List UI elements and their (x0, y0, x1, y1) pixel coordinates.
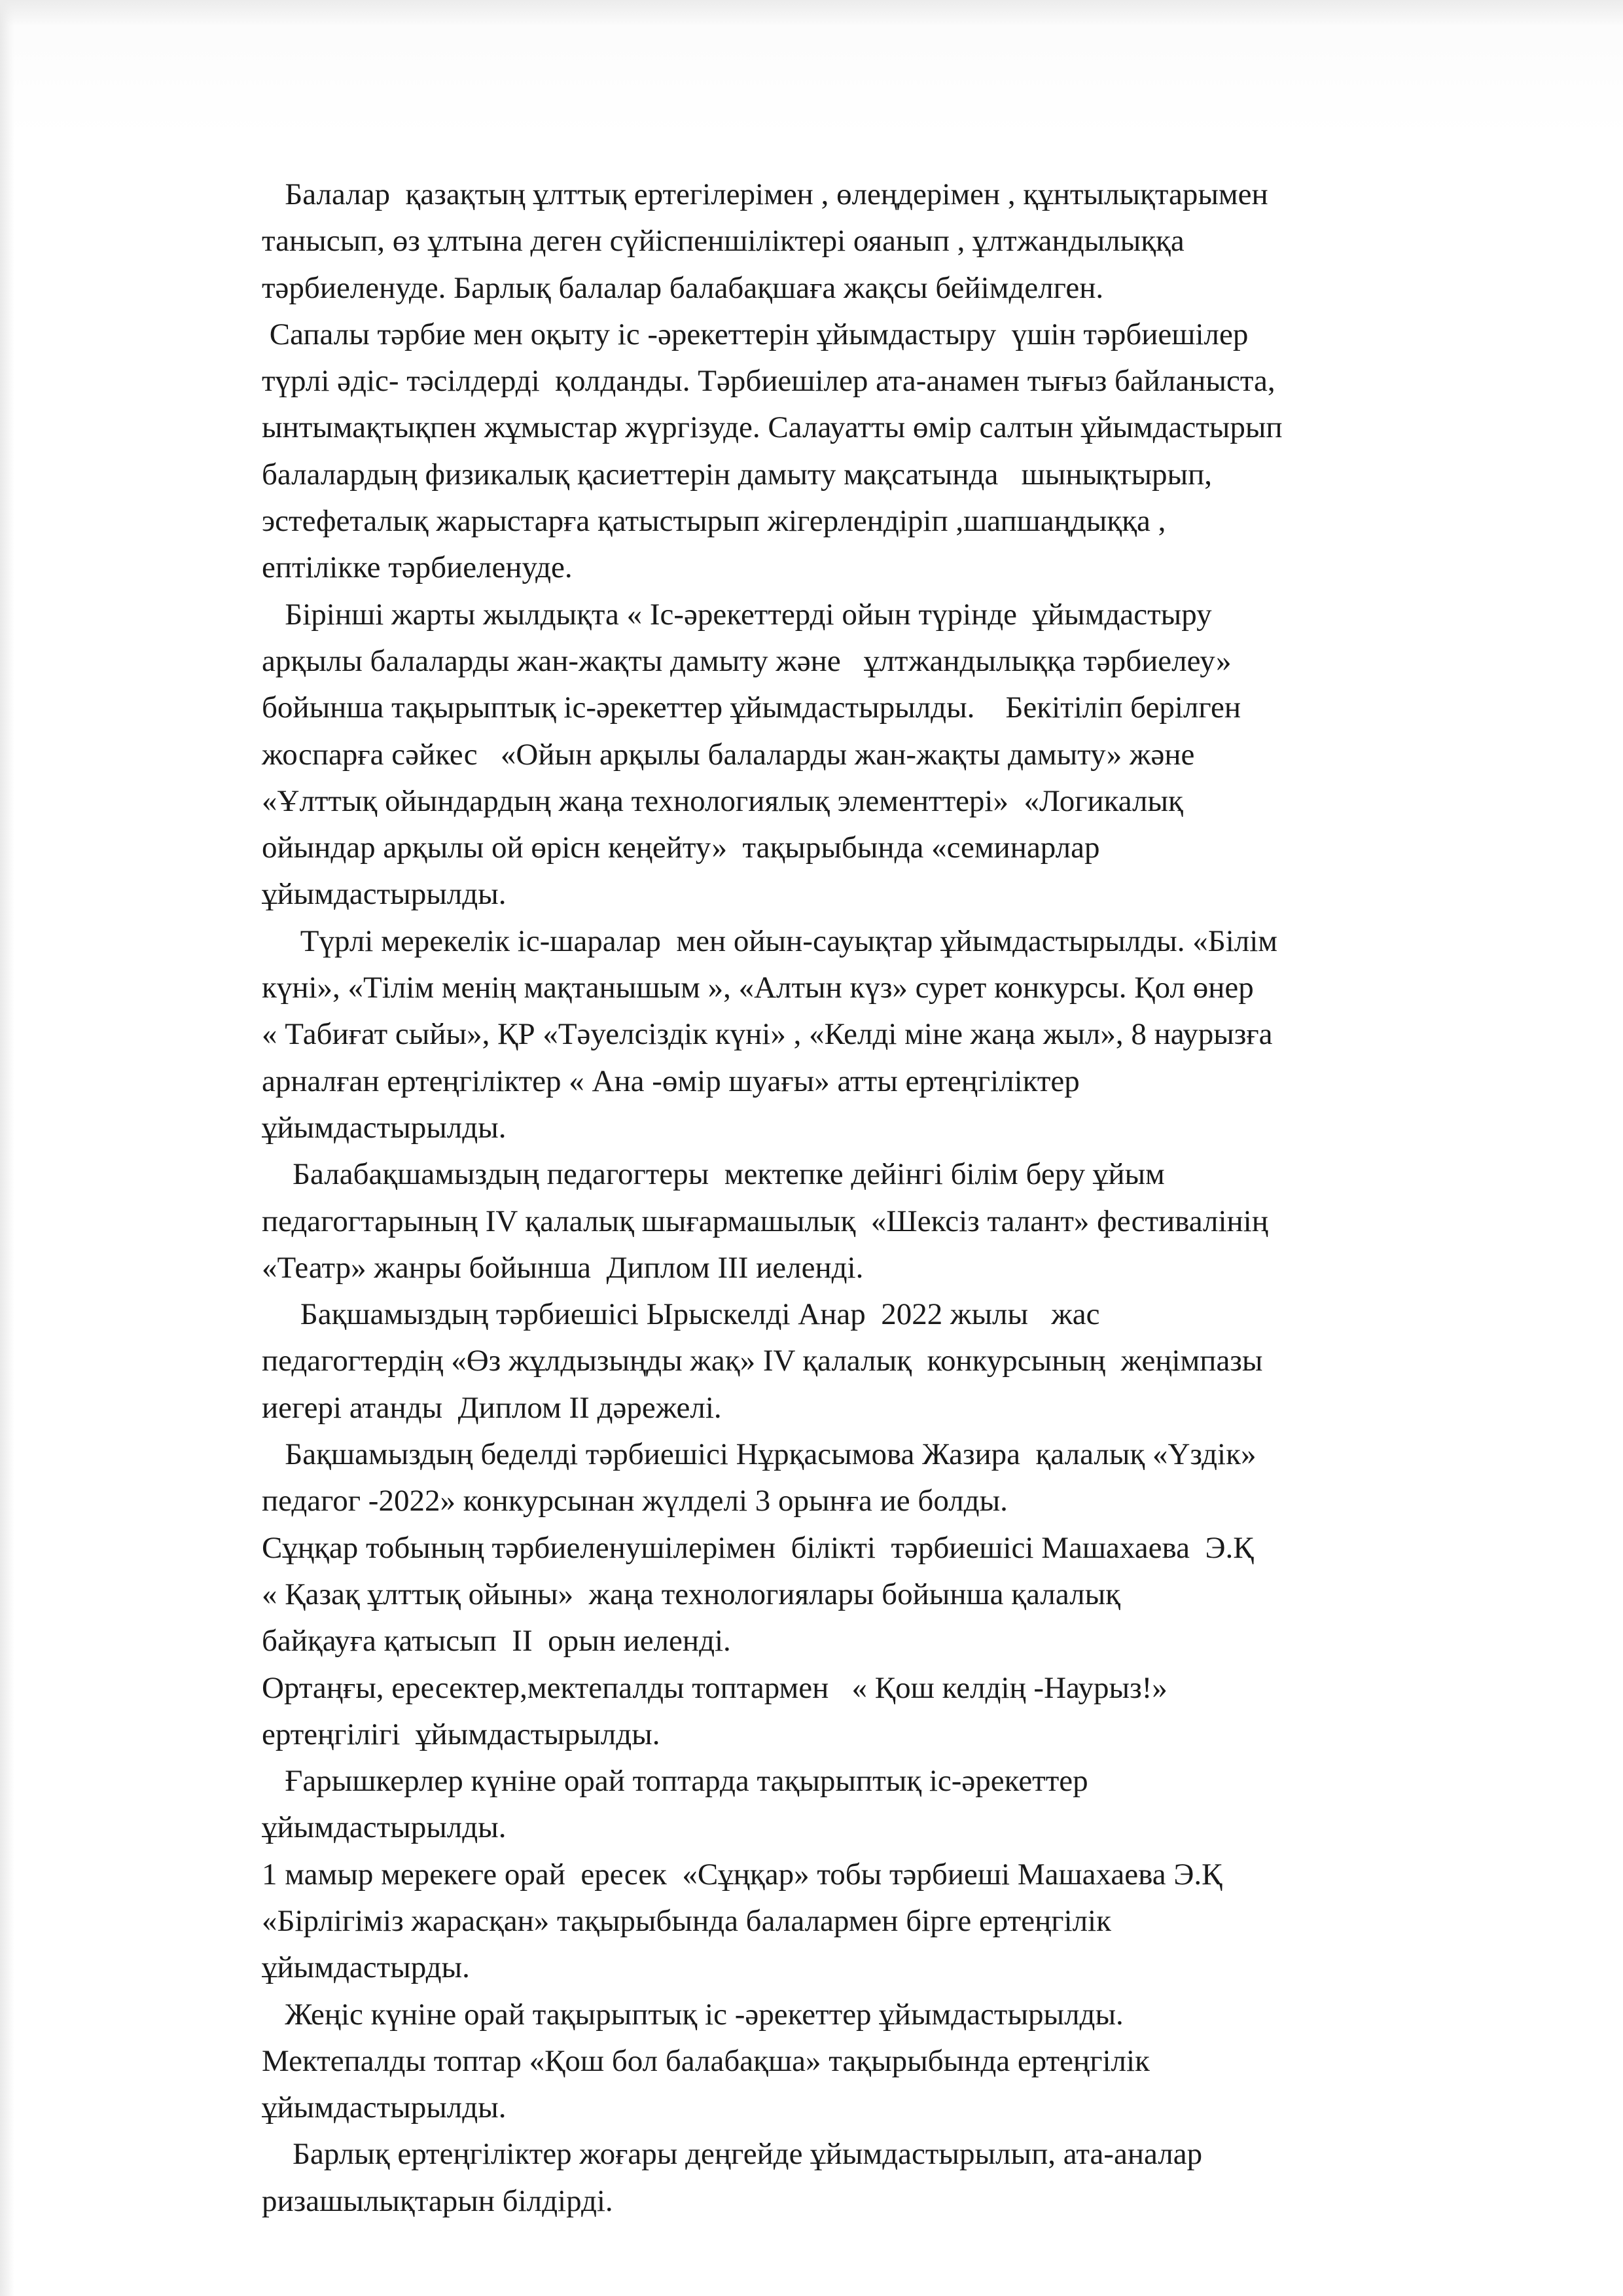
text-line: Бірінші жарты жылдықта « Іс-әрекеттерді ойын түрінде ұйымдастыру (262, 597, 1212, 632)
document-body (262, 171, 1531, 2225)
text-line: Түрлі мерекелік іс-шаралар мен ойын-сауықтар ұйымдастырылды. «Білім (262, 924, 1278, 958)
text-line: Сұңқар тобының тәрбиеленушілерімен білікті тәрбиешісі Машахаева Э.Қ (262, 1530, 1254, 1565)
text-line: педагогтердің «Өз жұлдызыңды жақ» IV қалалық конкурсының жеңімпазы (262, 1344, 1263, 1378)
text-line: байқауға қатысып ІІ орын иеленді. (262, 1624, 731, 1659)
text-line: « Қазақ ұлттық ойыны» жаңа технологиялары бойынша қалалық (262, 1577, 1120, 1611)
text-line: педагогтарының IV қалалық шығармашылық «Шексіз талант» фестивалінің (262, 1204, 1268, 1238)
text-line: Бақшамыздың беделді тәрбиешісі Нұрқасымова Жазира қалалық «Үздік» (262, 1437, 1257, 1472)
text-line: «Ұлттық ойындардың жаңа технологиялық элементтері» «Логикалық (262, 783, 1183, 818)
text-line: Балабақшамыздың педагогтеры мектепке дейінгі білім беру ұйым (262, 1157, 1165, 1192)
text-line: ынтымақтықпен жұмыстар жүргізуде. Салауатты өмір салтын ұйымдастырып (262, 410, 1283, 445)
text-line: арналған ертеңгіліктер « Ана -өмір шуағы» атты ертеңгіліктер (262, 1064, 1080, 1098)
text-line: күні», «Тілім менің мақтанышым », «Алтын күз» сурет конкурсы. Қол өнер (262, 971, 1254, 1005)
text-line: түрлі әдіс- тәсілдерді қолданды. Тәрбиешілер ата-анамен тығыз байланыста, (262, 364, 1275, 399)
text-line: Ортаңғы, ересектер,мектепалды топтармен « Қош келдің -Наурыз!» (262, 1670, 1168, 1705)
scan-shadow-left (0, 0, 14, 2296)
text-line: педагог -2022» конкурсынан жүлделі 3 орынға ие болды. (262, 1484, 1008, 1518)
text-line: эстефеталық жарыстарға қатыстырып жігерлендіріп ,шапшаңдыққа , (262, 504, 1166, 539)
text-line: «Бірлігіміз жарасқан» тақырыбында балалармен бірге ертеңгілік (262, 1903, 1111, 1938)
text-line: ұйымдастырылды. (262, 1110, 507, 1145)
text-line: Балалар қазақтың ұлттық ертегілерімен , өлеңдерімен , құнтылықтарымен (262, 177, 1268, 211)
text-line: ұйымдастырылды. (262, 2090, 507, 2125)
text-line: Бақшамыздың тәрбиешісі Ырыскелді Анар 2022 жылы жас (262, 1297, 1100, 1332)
text-line: ұйымдастырды. (262, 1950, 470, 1985)
text-line: тәрбиеленуде. Барлық балалар балабақшаға жақсы бейімделген. (262, 270, 1104, 305)
text-line: « Табиғат сыйы», ҚР «Тәуелсіздік күні» , «Келді міне жаңа жыл», 8 наурызға (262, 1017, 1273, 1052)
text-line: «Театр» жанры бойынша Диплом ІІІ иеленді. (262, 1250, 864, 1285)
text-line: Ғарышкерлер күніне орай топтарда тақырыптық іс-әрекеттер (262, 1764, 1088, 1799)
text-line: жоспарға сәйкес «Ойын арқылы балаларды жан-жақты дамыту» және (262, 737, 1195, 772)
text-line: Жеңіс күніне орай тақырыптық іс -әрекеттер ұйымдастырылды. (262, 1997, 1124, 2032)
text-line: бойынша тақырыптық іс-әрекеттер ұйымдастырылды. Бекітіліп берілген (262, 691, 1241, 725)
text-line: танысып, өз ұлтына деген сүйіспеншіліктері ояанып , ұлтжандылыққа (262, 224, 1185, 259)
text-line: ертеңгілігі ұйымдастырылды. (262, 1717, 660, 1751)
text-line: арқылы балаларды жан-жақты дамыту және ұлтжандылыққа тәрбиелеу» (262, 643, 1232, 678)
text-line: Барлық ертеңгіліктер жоғары деңгейде ұйымдастырылып, ата-аналар (262, 2137, 1203, 2172)
text-line: ризашылықтарын білдірді. (262, 2183, 613, 2218)
text-line: иегері атанды Диплом ІІ дәрежелі. (262, 1390, 722, 1425)
text-line: балалардың физикалық қасиеттерін дамыту мақсатында шынықтырып, (262, 457, 1212, 492)
scan-shadow-top (0, 0, 1623, 26)
text-line: ұйымдастырылды. (262, 1810, 507, 1845)
text-line: ептілікке тәрбиеленуде. (262, 550, 573, 585)
text-line: ойындар арқылы ой өрісн кеңейту» тақырыбында «семинарлар (262, 831, 1100, 865)
text-line: Сапалы тәрбие мен оқыту іс -әрекеттерін ұйымдастыру үшін тәрбиешілер (262, 317, 1249, 351)
text-line: ұйымдастырылды. (262, 877, 507, 912)
text-line: 1 мамыр мерекеге орай ересек «Сұңқар» тобы тәрбиеші Машахаева Э.Қ (262, 1857, 1222, 1892)
text-line: Мектепалды топтар «Қош бол балабақша» тақырыбында ертеңгілік (262, 2043, 1150, 2078)
